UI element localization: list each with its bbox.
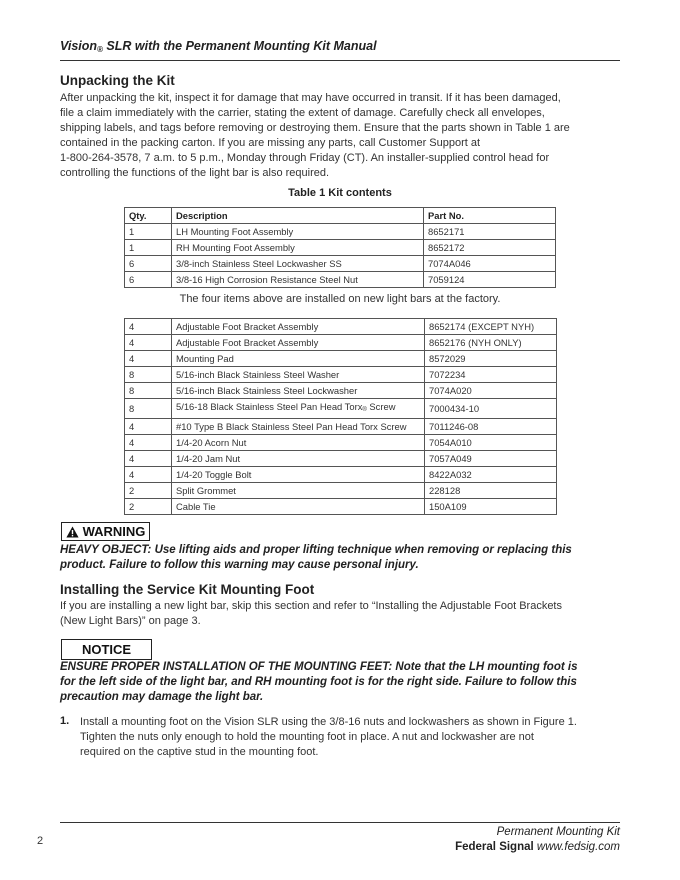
cell-part-no: 7054A010 — [425, 435, 557, 451]
cell-qty: 4 — [125, 351, 172, 367]
step-number: 1. — [60, 715, 70, 727]
cell-qty: 4 — [125, 335, 172, 351]
service-kit-line: (New Light Bars)” on page 3. — [60, 615, 201, 627]
unpacking-line: file a claim immediately with the carrier, stating the extent of damage. Carefully check all envelopes, — [60, 107, 545, 119]
cell-description: 5/16-inch Black Stainless Steel Lockwasher — [172, 383, 425, 399]
warning-label: WARNING — [82, 524, 146, 539]
cell-part-no: 7074A020 — [425, 383, 557, 399]
unpacking-line: 1-800-264-3578, 7 a.m. to 5 p.m., Monday through Friday (CT). An installer-supplied control head for — [60, 152, 550, 164]
cell-qty: 8 — [125, 383, 172, 399]
kit-table-factory — [124, 207, 556, 288]
table-row — [125, 499, 557, 515]
table-caption: Table 1 Kit contents — [288, 187, 392, 199]
cell-part-no: 8652172 — [424, 240, 556, 256]
cell-qty: 2 — [125, 483, 172, 499]
service-kit-paragraph — [60, 599, 626, 629]
cell-part-no: 8652176 (NYH ONLY) — [425, 335, 557, 351]
unpacking-line: controlling the functions of the light bar is also required. — [60, 167, 330, 179]
header-title-rest: SLR with the Permanent Mounting Kit Manual — [102, 39, 377, 53]
cell-part-no: 7074A046 — [424, 256, 556, 272]
service-kit-heading: Installing the Service Kit Mounting Foot — [60, 582, 315, 597]
notice-label: NOTICE — [81, 642, 132, 657]
cell-qty: 4 — [125, 419, 172, 435]
cell-description: Mounting Pad — [172, 351, 425, 367]
cell-part-no: 8652174 (EXCEPT NYH) — [425, 319, 557, 335]
factory-note: The four items above are installed on new light bars at the factory. — [179, 293, 501, 305]
cell-description: LH Mounting Foot Assembly — [172, 224, 424, 240]
unpacking-line: contained in the packing carton. If you are missing any parts, call Customer Support at — [60, 137, 481, 149]
header-rule — [60, 60, 620, 61]
footer-website: www.fedsig.com — [536, 841, 620, 853]
footer-doc-title: Permanent Mounting Kit — [496, 826, 620, 838]
table-row — [125, 272, 556, 288]
kit-table-parts — [124, 318, 557, 515]
notice-line: precaution may damage the light bar. — [60, 691, 264, 703]
cell-part-no: 8572029 — [425, 351, 557, 367]
notice-label-box — [61, 639, 152, 660]
cell-qty: 2 — [125, 499, 172, 515]
cell-part-no: 7072234 — [425, 367, 557, 383]
table-row — [125, 435, 557, 451]
warning-label-box — [61, 522, 150, 541]
warning-text — [60, 543, 626, 573]
table-row — [125, 224, 556, 240]
cell-description: 3/8-16 High Corrosion Resistance Steel Nut — [172, 272, 424, 288]
cell-description: Adjustable Foot Bracket Assembly — [172, 335, 425, 351]
header-part-no: Part No. — [424, 208, 556, 224]
cell-qty: 4 — [125, 435, 172, 451]
footer-brand — [455, 841, 620, 853]
notice-line: for the left side of the light bar, and RH mounting foot is for the right side. Failure to follow this — [60, 676, 577, 688]
table-row — [125, 483, 557, 499]
cell-qty: 1 — [125, 240, 172, 256]
cell-description: 5/16-inch Black Stainless Steel Washer — [172, 367, 425, 383]
header-title — [60, 39, 377, 54]
cell-description: RH Mounting Foot Assembly — [172, 240, 424, 256]
cell-qty: 1 — [125, 224, 172, 240]
cell-description: 1/4-20 Toggle Bolt — [172, 467, 425, 483]
cell-description: Split Grommet — [172, 483, 425, 499]
cell-description: 5/16-18 Black Stainless Steel Pan Head Torx$_®$ Screw — [172, 399, 425, 419]
cell-description: 1/4-20 Jam Nut — [172, 451, 425, 467]
table-row — [125, 319, 557, 335]
cell-qty: 4 — [125, 319, 172, 335]
cell-part-no: 7057A049 — [425, 451, 557, 467]
table-row — [125, 256, 556, 272]
warning-line: HEAVY OBJECT: Use lifting aids and proper lifting technique when removing or replacing this — [60, 544, 572, 556]
cell-part-no: 150A109 — [425, 499, 557, 515]
step-line: Tighten the nuts only enough to hold the mounting foot in place. A nut and lockwasher are not — [80, 731, 534, 743]
unpacking-line: After unpacking the kit, inspect it for damage that may have occurred in transit. If it has been damaged, — [60, 92, 561, 104]
cell-qty: 6 — [125, 256, 172, 272]
step-text — [80, 715, 626, 760]
footer-rule — [60, 822, 620, 823]
step-line: Install a mounting foot on the Vision SLR using the 3/8-16 nuts and lockwashers as shown in Figure 1. — [80, 716, 577, 728]
cell-description: #10 Type B Black Stainless Steel Pan Head Torx Screw — [172, 419, 425, 435]
warning-line: product. Failure to follow this warning may cause personal injury. — [60, 559, 419, 571]
unpacking-line: shipping labels, and tags before removing or destroying them. Ensure that the parts shown in Table 1 are — [60, 122, 570, 134]
table-row — [125, 240, 556, 256]
cell-description: Adjustable Foot Bracket Assembly — [172, 319, 425, 335]
table-row — [125, 383, 557, 399]
table-row — [125, 451, 557, 467]
cell-qty: 4 — [125, 467, 172, 483]
cell-description: 1/4-20 Acorn Nut — [172, 435, 425, 451]
service-kit-line: If you are installing a new light bar, skip this section and refer to “Installing the Adjustable Foot Brackets — [60, 600, 562, 612]
table-row — [125, 419, 557, 435]
cell-qty: 8 — [125, 399, 172, 419]
step-line: required on the captive stud in the mounting foot. — [80, 746, 319, 758]
page-number: 2 — [37, 835, 44, 847]
table-row — [125, 399, 557, 419]
cell-description: 3/8-inch Stainless Steel Lockwasher SS — [172, 256, 424, 272]
header-brand: Vision — [60, 39, 98, 53]
footer-company: Federal Signal — [455, 841, 534, 853]
cell-part-no: 7011246-08 — [425, 419, 557, 435]
cell-qty: 4 — [125, 451, 172, 467]
table-row — [125, 467, 557, 483]
cell-part-no: 8652171 — [424, 224, 556, 240]
warning-triangle-icon — [66, 526, 79, 538]
notice-line: ENSURE PROPER INSTALLATION OF THE MOUNTING FEET: Note that the LH mounting foot is — [60, 661, 578, 673]
table-header-row — [125, 208, 556, 224]
cell-part-no: 8422A032 — [425, 467, 557, 483]
cell-qty: 6 — [125, 272, 172, 288]
unpacking-paragraph — [60, 91, 626, 181]
cell-description: Cable Tie — [172, 499, 425, 515]
unpacking-heading: Unpacking the Kit — [60, 73, 175, 88]
cell-part-no: 7000434-10 — [425, 399, 557, 419]
table-row — [125, 367, 557, 383]
notice-text — [60, 660, 626, 705]
registered-mark: ® — [97, 45, 103, 54]
header-qty: Qty. — [125, 208, 172, 224]
header-description: Description — [172, 208, 424, 224]
table-row — [125, 335, 557, 351]
table-row — [125, 351, 557, 367]
cell-qty: 8 — [125, 367, 172, 383]
cell-part-no: 7059124 — [424, 272, 556, 288]
cell-part-no: 228128 — [425, 483, 557, 499]
